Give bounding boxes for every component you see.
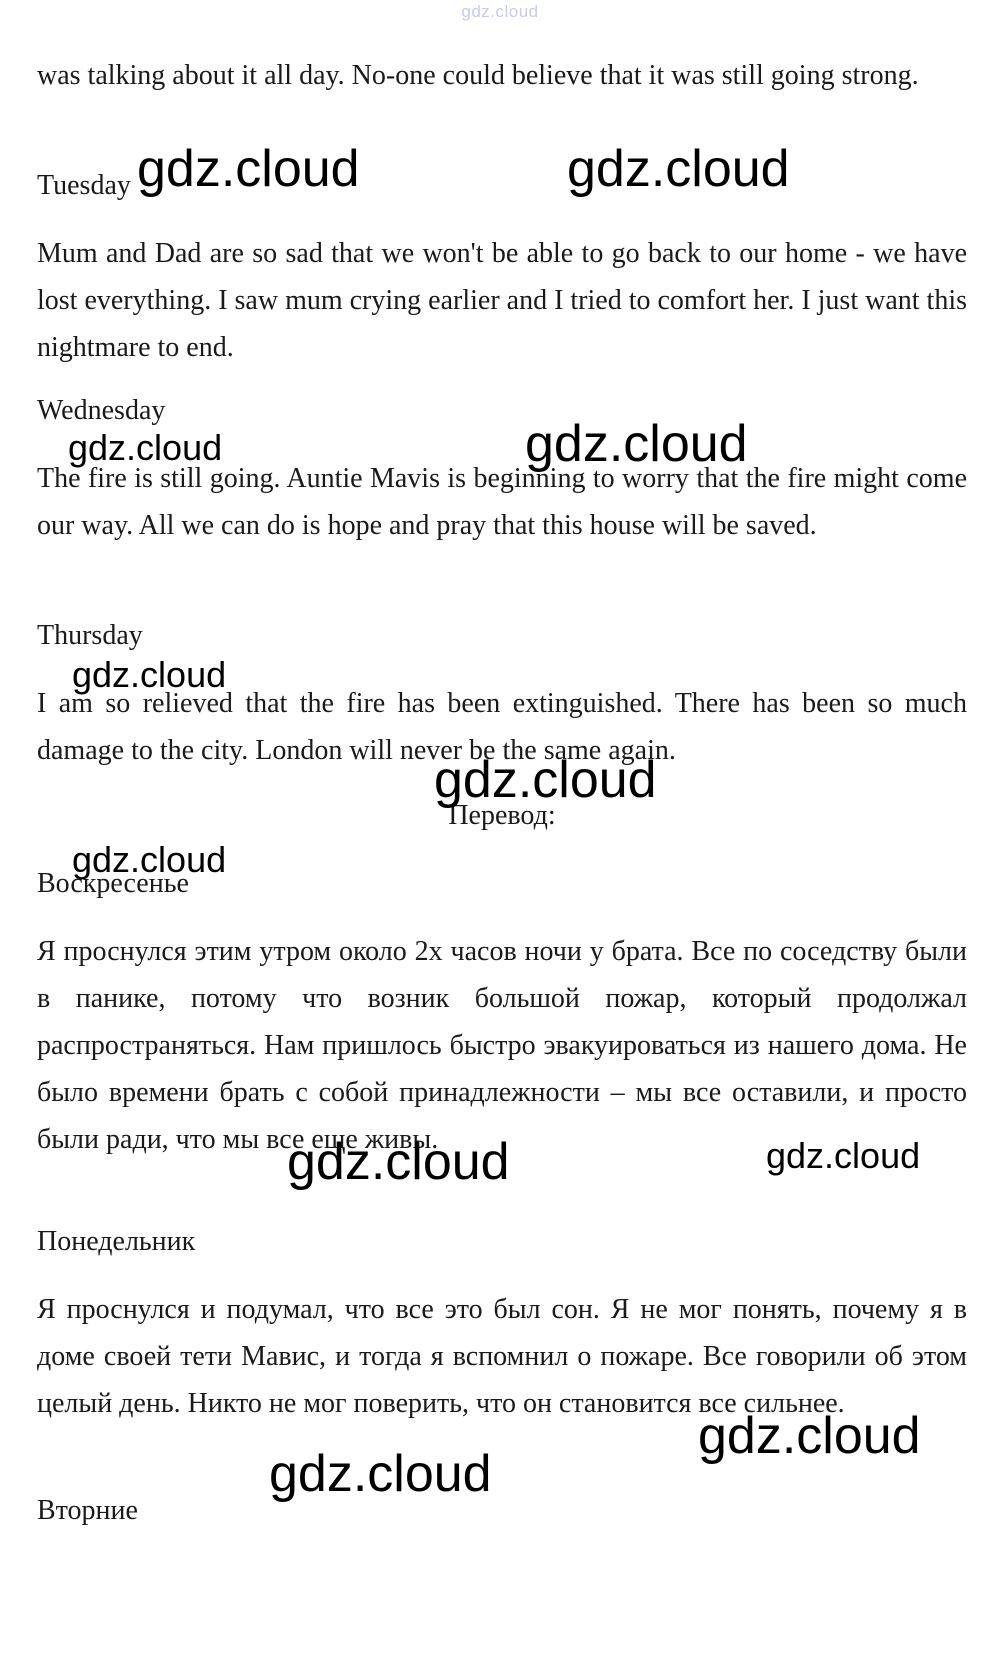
paragraph-sunday-ru: Я проснулся этим утром около 2х часов ночи у брата. Все по соседству были в панике, потому что возник большой пожар, который продолжал распространяться. Нам пришлось быстро эвакуироваться из нашего дома. Не было времени брать с собой принадлежности – мы все оставили, и просто были ради, что мы все еще живы.: [37, 936, 967, 1155]
watermark: gdz.cloud: [72, 654, 227, 695]
watermark: gdz.cloud: [137, 140, 360, 198]
day-heading-tuesday: Tuesday: [37, 170, 131, 201]
watermark: gdz.cloud: [72, 839, 227, 880]
watermark: gdz.cloud: [68, 427, 223, 468]
day-heading-tuesday-ru: Вторние: [37, 1495, 138, 1526]
watermark: gdz.cloud: [698, 1407, 921, 1465]
watermark: gdz.cloud: [567, 140, 790, 198]
paragraph-tuesday: Mum and Dad are so sad that we won't be able to go back to our home - we have lost everything. I saw mum crying earlier and I tried to comfort her. I just want this nightmare to end.: [37, 238, 967, 363]
watermark: gdz.cloud: [525, 415, 748, 473]
paragraph-wednesday: The fire is still going. Auntie Mavis is beginning to worry that the fire might come our way. All we can do is hope and pray that this house will be saved.: [37, 463, 967, 541]
translation-heading: Перевод:: [448, 800, 556, 831]
watermark: gdz.cloud: [287, 1133, 510, 1191]
day-heading-monday-ru: Понедельник: [37, 1226, 196, 1257]
watermark: gdz.cloud: [766, 1135, 921, 1176]
day-heading-thursday: Thursday: [37, 620, 143, 651]
day-heading-wednesday: Wednesday: [37, 395, 166, 426]
watermark: gdz.cloud: [434, 751, 657, 809]
header-site-mark: gdz.cloud: [461, 2, 539, 21]
day-heading-sunday-ru: Воскресенье: [37, 868, 189, 899]
watermark: gdz.cloud: [269, 1445, 492, 1503]
paragraph-continuation: was talking about it all day. No-one could believe that it was still going strong.: [37, 60, 919, 91]
paragraph-thursday: I am so relieved that the fire has been extinguished. There has been so much damage to the city. London will never be the same again.: [37, 688, 967, 766]
paragraph-monday-ru: Я проснулся и подумал, что все это был сон. Я не мог понять, почему я в доме своей тети Мавис, и тогда я вспомнил о пожаре. Все говорили об этом целый день. Никто не мог поверить, что он становится все сильнее.: [37, 1294, 967, 1419]
